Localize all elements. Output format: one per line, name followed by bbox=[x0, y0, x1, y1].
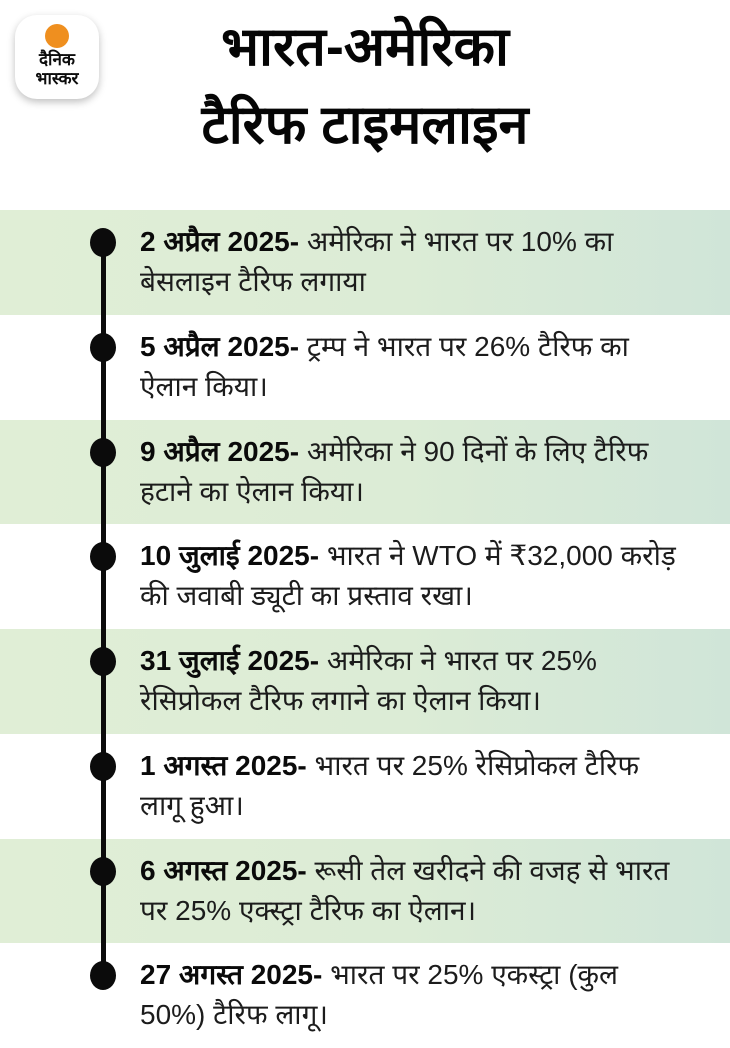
entry-text: अमेरिका ने भारत पर 25% रेसिप्रोकल टैरिफ लगाने का ऐलान किया। bbox=[140, 645, 597, 716]
entry-text: भारत पर 25% एकस्ट्रा (कुल 50%) टैरिफ लागू। bbox=[140, 959, 619, 1031]
entry-text: रूसी तेल खरीदने की वजह से भारत पर 25% एक्स्ट्रा टैरिफ का ऐलान। bbox=[140, 854, 670, 926]
timeline-dot bbox=[90, 752, 116, 781]
entry-date: 10 जुलाई 2025- bbox=[140, 540, 320, 572]
timeline-item-3 bbox=[0, 420, 730, 525]
entry-date: 31 जुलाई 2025- bbox=[140, 645, 320, 676]
timeline-entry bbox=[140, 641, 680, 721]
timeline-entry bbox=[140, 432, 680, 512]
timeline-item-8 bbox=[0, 943, 730, 1048]
timeline-item-2 bbox=[0, 315, 730, 420]
timeline-dot bbox=[90, 857, 116, 886]
entry-text: ट्रम्प ने भारत पर 26% टैरिफ का ऐलान किया। bbox=[140, 330, 629, 402]
page-title-line1: भारत-अमेरिका bbox=[221, 17, 509, 77]
timeline-entry bbox=[140, 327, 680, 407]
timeline-item-4 bbox=[0, 524, 730, 629]
timeline-dot bbox=[90, 647, 116, 676]
logo-line2: भास्कर bbox=[35, 69, 79, 88]
timeline-entry bbox=[140, 222, 680, 302]
timeline-dot bbox=[90, 438, 116, 467]
logo-line1: दैनिक bbox=[39, 50, 75, 69]
timeline-item-6 bbox=[0, 734, 730, 839]
entry-date: 6 अगस्त 2025- bbox=[140, 854, 307, 886]
timeline-entry bbox=[140, 536, 680, 616]
timeline-dot bbox=[90, 961, 116, 990]
entry-text: अमेरिका ने भारत पर 10% का बेसलाइन टैरिफ लगाया bbox=[140, 226, 614, 297]
timeline bbox=[0, 210, 730, 1048]
entry-date: 27 अगस्त 2025- bbox=[140, 959, 323, 991]
page-title-line2: टैरिफ टाइमलाइन bbox=[201, 95, 529, 155]
timeline-dot bbox=[90, 333, 116, 362]
entry-date: 9 अप्रैल 2025- bbox=[140, 435, 300, 467]
timeline-entry bbox=[140, 955, 680, 1035]
timeline-item-1 bbox=[0, 210, 730, 315]
page-title bbox=[0, 8, 730, 164]
timeline-dot bbox=[90, 228, 116, 257]
timeline-entry bbox=[140, 851, 680, 931]
entry-text: अमेरिका ने 90 दिनों के लिए टैरिफ हटाने का ऐलान किया। bbox=[140, 435, 649, 507]
entry-date: 1 अगस्त 2025- bbox=[140, 749, 307, 781]
entry-date: 2 अप्रैल 2025- bbox=[140, 226, 300, 257]
entry-text: भारत ने WTO में ₹32,000 करोड़ की जवाबी ड्यूटी का प्रस्ताव रखा। bbox=[140, 540, 676, 612]
timeline-item-7 bbox=[0, 839, 730, 944]
timeline-entry bbox=[140, 746, 680, 826]
entry-text: भारत पर 25% रेसिप्रोकल टैरिफ लागू हुआ। bbox=[140, 749, 640, 821]
header bbox=[0, 0, 730, 210]
entry-date: 5 अप्रैल 2025- bbox=[140, 330, 300, 362]
timeline-item-5 bbox=[0, 629, 730, 734]
timeline-dot bbox=[90, 542, 116, 571]
